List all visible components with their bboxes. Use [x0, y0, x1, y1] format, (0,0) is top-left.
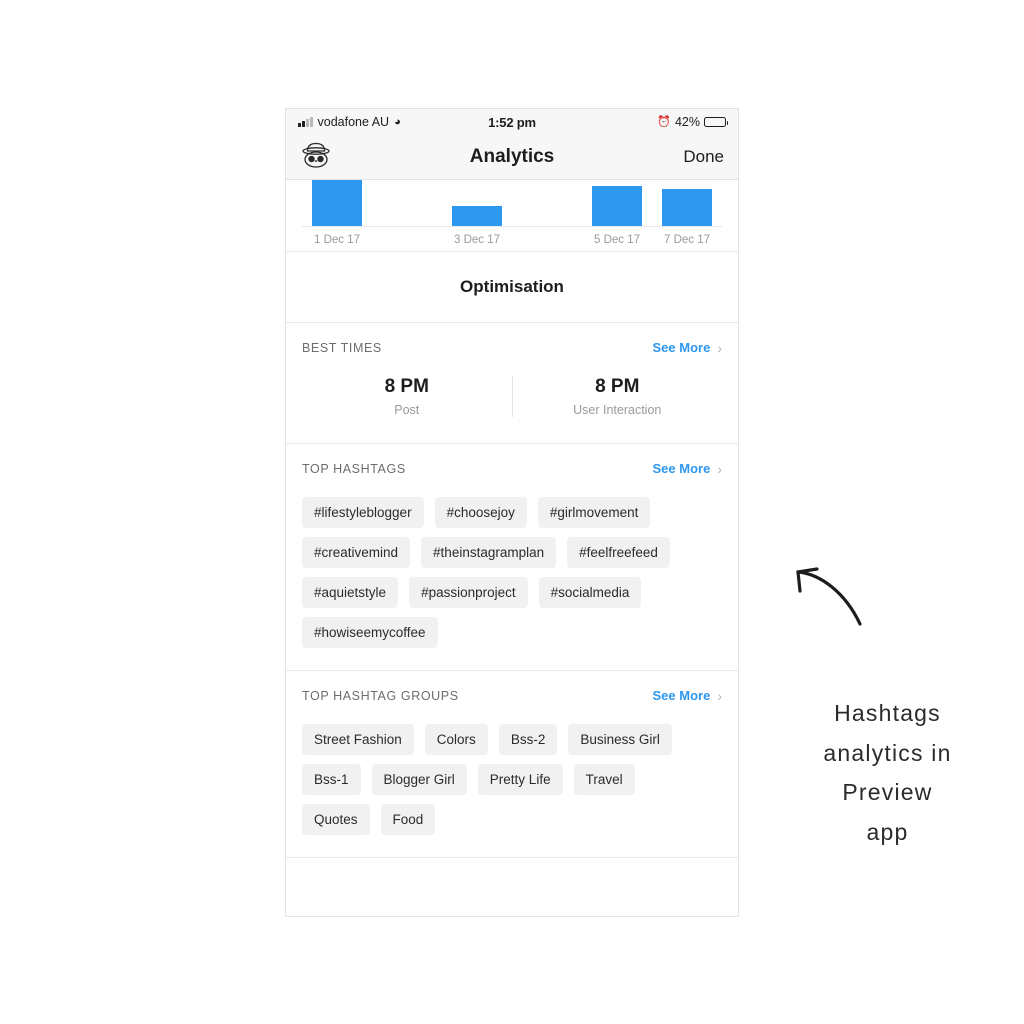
hashtag-group-chip[interactable]: Blogger Girl — [372, 764, 467, 795]
nav-right — [554, 147, 724, 167]
annotation-line: Hashtags — [834, 700, 941, 726]
best-times-header — [302, 323, 722, 358]
see-more-label: See More — [652, 340, 711, 355]
optimisation-section-heading: Optimisation — [286, 252, 738, 323]
hashtag-chip[interactable]: #creativemind — [302, 537, 410, 568]
top-hashtags-see-more-button[interactable] — [653, 461, 722, 476]
hashtag-group-chip[interactable]: Business Girl — [568, 724, 672, 755]
annotation-caption — [780, 694, 995, 852]
chart-bar-slot — [372, 180, 442, 226]
top-hashtags-list — [302, 479, 706, 670]
top-hashtags-card — [286, 444, 738, 671]
navigation-bar — [286, 135, 738, 180]
hashtag-chip[interactable]: #feelfreefeed — [567, 537, 670, 568]
hashtag-chip[interactable]: #choosejoy — [435, 497, 527, 528]
best-time-post — [302, 376, 512, 417]
chart-bar-slot — [302, 180, 372, 226]
chart-bar-slot — [652, 180, 722, 226]
page-title: Analytics — [469, 146, 555, 167]
hashtag-chip[interactable]: #lifestyleblogger — [302, 497, 424, 528]
chart-axis-label: 7 Dec 17 — [663, 234, 711, 246]
done-button[interactable]: Done — [683, 147, 725, 166]
status-bar-right — [536, 115, 726, 129]
hashtag-group-chip[interactable]: Pretty Life — [478, 764, 563, 795]
top-hashtag-groups-see-more-button[interactable] — [653, 688, 722, 703]
top-hashtag-groups-header — [302, 671, 722, 706]
best-time-interaction-label: User Interaction — [573, 403, 662, 417]
chart-bar-slot — [582, 180, 652, 226]
hashtag-group-chip[interactable]: Food — [381, 804, 436, 835]
status-bar-time: 1:52 pm — [488, 114, 536, 130]
curved-arrow-icon — [790, 560, 880, 640]
best-time-interaction-value: 8 PM — [595, 376, 640, 397]
top-hashtag-groups-card — [286, 671, 738, 858]
hashtag-group-chip[interactable]: Quotes — [302, 804, 370, 835]
chart-bars — [302, 180, 722, 226]
activity-bar-chart — [286, 180, 738, 252]
best-times-title: BEST TIMES — [302, 340, 382, 355]
hashtag-chip[interactable]: #howiseemycoffee — [302, 617, 438, 648]
top-hashtag-groups-title: TOP HASHTAG GROUPS — [302, 688, 459, 703]
chevron-right-icon: › — [717, 687, 722, 704]
hashtag-group-chip[interactable]: Bss-1 — [302, 764, 361, 795]
hashtag-chip[interactable]: #socialmedia — [539, 577, 642, 608]
chart-axis-labels — [302, 226, 722, 246]
nav-left — [300, 142, 470, 172]
hashtag-group-chip[interactable]: Street Fashion — [302, 724, 414, 755]
annotation-line: app — [866, 818, 909, 845]
top-hashtags-header — [302, 444, 722, 479]
chevron-right-icon: › — [717, 339, 722, 356]
chart-axis-label: 1 Dec 17 — [313, 234, 361, 246]
see-more-label: See More — [652, 461, 711, 476]
hashtag-chip[interactable]: #theinstagramplan — [421, 537, 556, 568]
best-times-values — [302, 358, 722, 443]
status-bar-left — [298, 115, 488, 129]
hashtag-chip[interactable]: #girlmovement — [538, 497, 651, 528]
chart-axis-label: 5 Dec 17 — [593, 234, 641, 246]
see-more-label: See More — [652, 688, 711, 703]
top-hashtag-groups-list — [302, 706, 706, 857]
hashtag-group-chip[interactable]: Travel — [574, 764, 635, 795]
battery-percent-label: 42% — [674, 115, 701, 129]
annotation-line: analytics in — [823, 739, 952, 766]
hashtag-group-chip[interactable]: Colors — [425, 724, 488, 755]
preview-app-logo-icon[interactable] — [300, 142, 332, 172]
carrier-label: vodafone AU — [317, 115, 390, 129]
best-time-interaction — [512, 376, 723, 417]
hashtag-group-chip[interactable]: Bss-2 — [499, 724, 558, 755]
wifi-icon: ◕ — [394, 115, 401, 128]
best-time-post-value: 8 PM — [384, 376, 429, 397]
chart-bar-slot — [512, 180, 582, 226]
chart-bar-slot — [442, 180, 512, 226]
hashtag-chip[interactable]: #passionproject — [409, 577, 528, 608]
cellular-signal-icon — [298, 118, 313, 127]
phone-screenshot — [285, 108, 739, 917]
alarm-clock-icon: ⏰ — [657, 115, 671, 128]
status-bar — [286, 109, 738, 135]
annotation-line: Preview — [842, 779, 933, 806]
best-time-post-label: Post — [394, 403, 420, 417]
best-times-see-more-button[interactable] — [653, 340, 722, 355]
best-times-card — [286, 323, 738, 444]
top-hashtags-title: TOP HASHTAGS — [302, 461, 406, 476]
hashtag-chip[interactable]: #aquietstyle — [302, 577, 398, 608]
chart-axis-label: 3 Dec 17 — [453, 234, 501, 246]
chevron-right-icon: › — [717, 460, 722, 477]
battery-icon — [704, 117, 726, 128]
